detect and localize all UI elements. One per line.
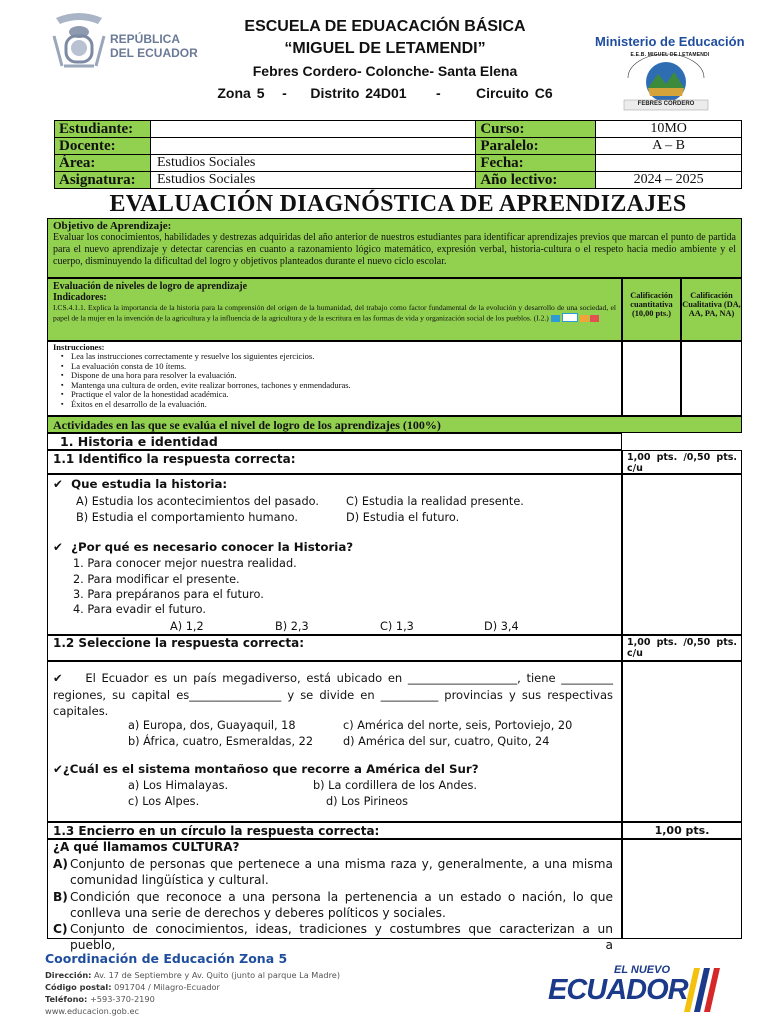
subsection-1-1: 1.1 Identifico la respuesta correcta: [47,450,622,474]
school-header [200,16,570,104]
check-icon: ✔ [53,671,63,685]
section-1-title: 1. Historia e identidad [47,433,622,450]
grade-cell-1-1[interactable] [622,474,742,635]
q1-option-b[interactable]: B) Estudia el comportamiento humano. [76,511,298,524]
q2-option-c[interactable]: C) 1,3 [380,620,414,633]
coat-of-arms-icon [48,10,110,74]
grade-cell-1-3[interactable] [622,839,742,939]
q2-item-1: 1. Para conocer mejor nuestra realidad. [73,557,297,570]
levels-box [47,278,622,341]
q4-option-c[interactable]: c) Los Alpes. [128,795,200,808]
grade-cell-1-2[interactable] [622,661,742,822]
school-quote: “MIGUEL DE LETAMENDI” [284,40,486,57]
quant-grade-header: Calificación cuantitativa (10,00 pts.) [622,278,681,341]
question-4: ✔¿Cuál es el sistema montañoso que recorre a América del Sur? [53,762,479,776]
logo-caption: FEBRES CORDERO [637,101,695,107]
q4-option-a[interactable]: a) Los Himalayas. [128,779,229,792]
area-value: Estudios Sociales [150,155,475,172]
levels-heading: Evaluación de niveles de logro de aprendizaje [53,281,248,292]
instructions-box [47,341,622,416]
objective-box [47,218,742,278]
activities-heading: Actividades en las que se evalúa el nivel de logro de los aprendizajes (100%) [47,416,742,433]
parallel-label: Paralelo: [476,138,596,155]
q1-option-a[interactable]: A) Estudia los acontecimientos del pasado. [76,495,319,508]
logo-arc-text: E.E.B. MIGUEL DE LETAMENDI [630,52,710,58]
q2-item-2: 2. Para modificar el presente. [73,573,240,586]
check-icon: ✔ [53,762,63,776]
subsection-1-2: 1.2 Seleccione la respuesta correcta: [47,635,622,661]
quant-grade-cell[interactable] [622,341,681,416]
q5-option-b[interactable]: B) Condición que reconoce a una persona la pertenencia a un estado o nación, lo que conlleva una serie de derechos y deberes políticos y sociales. [53,890,613,921]
instruction-item: ▪ La evaluación consta de 10 ítems. [65,362,616,372]
year-label: Año lectivo: [476,172,596,189]
q2-item-3: 3. Para prepáranos para el futuro. [73,588,264,601]
skill-icon-1 [551,315,560,322]
instructions-list [53,352,616,410]
republic-line-1: REPÚBLICA [110,32,181,46]
question-2: ✔ ¿Por qué es necesario conocer la Historia? [53,540,354,554]
student-info-table [54,120,742,189]
instructions-heading: Instrucciones: [53,342,105,352]
q2-item-4: 4. Para evadir el futuro. [73,603,206,616]
school-location: Febres Cordero- Colonche- Santa Elena [252,63,518,79]
skill-icon-4 [590,315,599,322]
ministry-label: Ministerio de Educación [595,34,745,49]
footer-title: Coordinación de Educación Zona 5 [45,951,288,966]
q3-option-d[interactable]: d) América del sur, cuatro, Quito, 24 [343,735,550,748]
q3-option-b[interactable]: b) África, cuatro, Esmeraldas, 22 [128,735,314,748]
subject-value: Estudios Sociales [150,172,475,189]
check-icon: ✔ [53,540,63,554]
points-1-3: 1,00 pts. [622,822,742,839]
indicator-icons [551,313,600,325]
instruction-item: ▪ Practique el valor de la honestidad académica. [65,390,616,400]
date-label: Fecha: [476,155,596,172]
skill-icon-3 [580,315,589,322]
points-1-1: 1,00 pts. /0,50 pts. c/u [622,450,742,474]
q2-option-a[interactable]: A) 1,2 [170,620,204,633]
instruction-item: ▪ Éxitos en el desarrollo de la evaluación. [65,400,616,410]
parallel-value: A – B [596,138,742,155]
indicator-text: I.CS.4.1.1. Explica la importancia de la historia para la comprensión del origen de la humanidad, del trabajo como factor fundamental de la evolución y desarrollo de una sociedad, el papel de la mujer en la invención de la agricultura y la influencia de la agricultura y de la escritura en las formas de vida y organización social de los pueblos. (I.2.) [53,303,616,323]
subsection-1-3: 1.3 Encierro en un círculo la respuesta correcta: [47,822,622,839]
footer-postal: Código postal: 091704 / Milagro-Ecuador [45,982,220,992]
instruction-item: ▪ Dispone de una hora para resolver la evaluación. [65,371,616,381]
brand-big: ECUADOR [548,974,688,1006]
area-label: Área: [55,155,151,172]
brand-small: EL NUEVO [614,964,671,976]
q3-option-c[interactable]: c) América del norte, seis, Portoviejo, 20 [343,719,573,732]
school-zone: Zona 5 - Distrito 24D01 - Circuito C6 [217,85,553,101]
teacher-field[interactable] [150,138,475,155]
school-name: ESCUELA DE EDUACACIÓN BÁSICA [244,18,526,35]
subject-label: Asignatura: [55,172,151,189]
date-field[interactable] [596,155,742,172]
teacher-label: Docente: [55,138,151,155]
page-title: EVALUACIÓN DIAGNÓSTICA DE APRENDIZAJES [109,191,687,217]
q4-option-d[interactable]: d) Los Pirineos [326,795,409,808]
student-field[interactable] [150,121,475,138]
school-logo [620,52,712,112]
footer-phone: Teléfono: +593-370-2190 [45,994,155,1004]
republic-logo [48,10,198,74]
qual-grade-header: Calificación Cualitativa (DA, AA, PA, NA) [681,278,742,341]
points-1-2: 1,00 pts. /0,50 pts. c/u [622,635,742,661]
skill-icon-2 [562,313,578,322]
q5-option-a[interactable]: A) Conjunto de personas que pertenece a una misma raza y, generalmente, a una misma comunidad lingüística y cultural. [53,857,613,888]
q3-option-a[interactable]: a) Europa, dos, Guayaquil, 18 [128,719,296,732]
course-value: 10MO [596,121,742,138]
question-5: ¿A qué llamamos CULTURA? [53,840,240,854]
qual-grade-cell[interactable] [681,341,742,416]
footer-address: Dirección: Av. 17 de Septiembre y Av. Quito (junto al parque La Madre) [45,970,341,980]
republic-line-2: DEL ECUADOR [110,46,198,60]
flag-stripes-icon [674,962,728,1016]
q1-option-d[interactable]: D) Estudia el futuro. [346,511,460,524]
q2-option-d[interactable]: D) 3,4 [484,620,519,633]
q5-option-c[interactable]: C) Conjunto de conocimientos, ideas, tradiciones y costumbres que caracterizan a un pueblo, a [53,922,613,953]
year-value: 2024 – 2025 [596,172,742,189]
question-3: ✔ El Ecuador es un país megadiverso, está ubicado en ___________________, tiene _________ regiones, su capital es________________ y se divide en __________ provincias y sus respectivas capitales. [53,671,613,718]
indicators-label: Indicadores: [53,292,107,303]
q4-option-b[interactable]: b) La cordillera de los Andes. [313,779,477,792]
footer-web[interactable]: www.educacion.gob.ec [45,1006,140,1016]
question-1: ✔ Que estudia la historia: [53,477,228,491]
objective-heading: Objetivo de Aprendizaje: [53,220,172,232]
instruction-item: ▪ Lea las instrucciones correctamente y resuelve los siguientes ejercicios. [65,352,616,362]
instruction-item: ▪ Mantenga una cultura de orden, evite realizar borrones, tachones y enmendaduras. [65,381,616,391]
brand-logo [548,962,728,1016]
q1-option-c[interactable]: C) Estudia la realidad presente. [346,495,524,508]
objective-text: Evaluar los conocimientos, habilidades y destrezas adquiridas del año anterior de nuestros estudiantes para identificar aprendizajes previos que marcan el punto de partida para el nuevo aprendizaje y detectar carencias en cuanto a razonamiento lógico matemático, expresión verbal, historia-cultura o el respeto hacia medio ambiente y el cuerpo, disminuyendo la dificultad del logro y objetivos planteados durante el nuevo ciclo escolar. [53,232,736,267]
check-icon: ✔ [53,477,63,491]
student-label: Estudiante: [55,121,151,138]
course-label: Curso: [476,121,596,138]
q2-option-b[interactable]: B) 2,3 [275,620,309,633]
